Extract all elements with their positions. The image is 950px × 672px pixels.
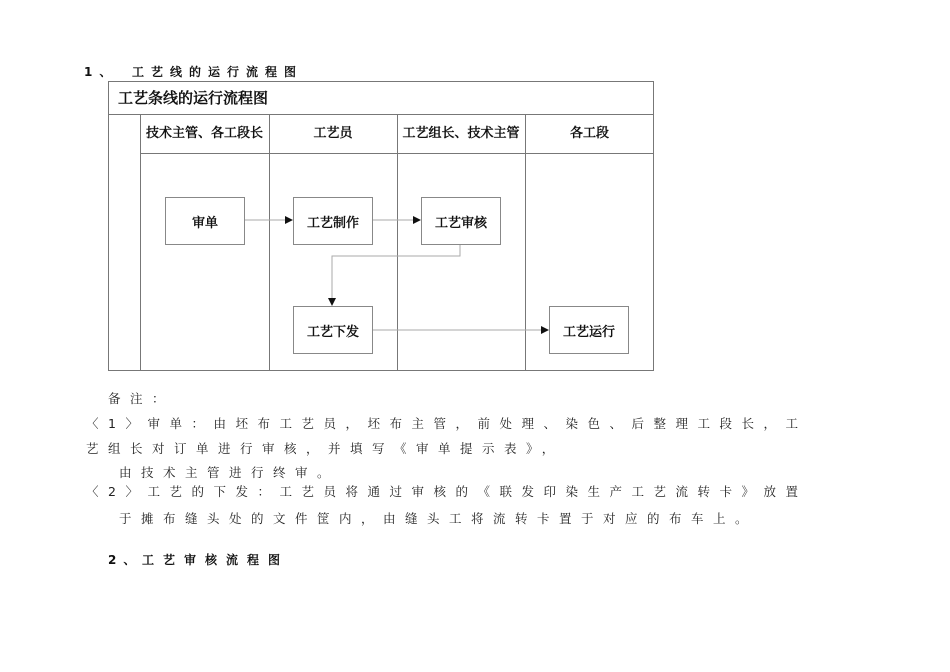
note-1-line-2: 艺组长对订单进行审核，并填写《审单提示表》， [86, 441, 564, 456]
notes-label: 备注： [108, 391, 175, 406]
arrow-review-to-issue [332, 244, 460, 305]
diagram-title: 工艺条线的运行流程图 [118, 89, 269, 107]
note-1-line-3: 由技术主管进行终审。 [119, 465, 340, 480]
lane-header-group-leader: 工艺组长、技术主管 [402, 126, 520, 141]
note-2-line-2: 于摊布缝头处的文件筐内，由缝头工将流转卡置于对应的布车上。 [119, 511, 758, 526]
node-craft-issue: 工艺下发 [293, 306, 373, 354]
swimlane-flowchart [108, 81, 654, 371]
note-2-line-1: 〈2〉工艺的下发：工艺员将通过审核的《联发印染生产工艺流转卡》放置 [86, 484, 808, 499]
node-craft-make: 工艺制作 [293, 197, 373, 245]
section-2-title: 工艺审核流程图 [142, 553, 290, 567]
lane-header-supervisors: 技术主管、各工段长 [145, 126, 263, 141]
node-craft-run: 工艺运行 [549, 306, 629, 354]
section-1-title: 工艺线的运行流程图 [132, 65, 304, 79]
lane-header-craftsman: 工艺员 [313, 126, 353, 141]
lane-header-sections: 各工段 [569, 126, 609, 141]
node-craft-review: 工艺审核 [421, 197, 501, 245]
section-1-number: 1、 [84, 65, 119, 79]
section-2-number: 2、 [108, 553, 143, 567]
node-review: 审单 [165, 197, 245, 245]
note-1-line-1: 〈1〉审单：由坯布工艺员，坯布主管，前处理、染色、后整理工段长，工 [86, 416, 808, 431]
